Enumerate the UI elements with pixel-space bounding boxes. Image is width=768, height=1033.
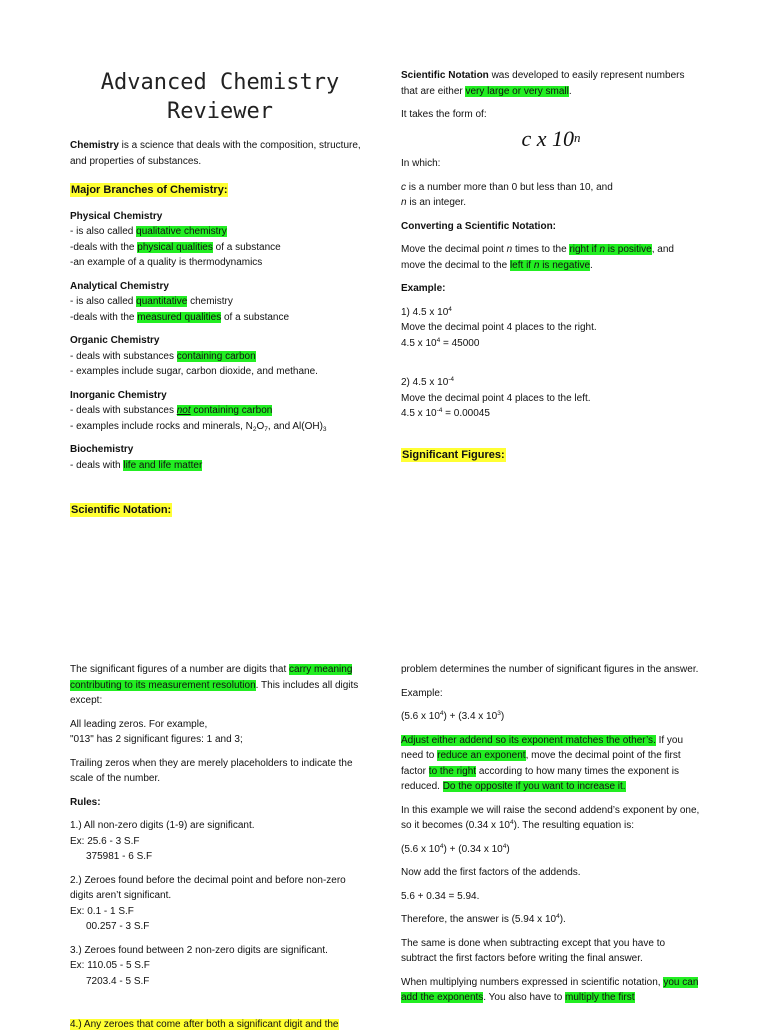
chemistry-definition: Chemistry is a science that deals with the composition, structure, and properties of substances. [70, 140, 361, 167]
equation-1: (5.6 x $10^4) + (3.4$ x $10^3$) [401, 710, 505, 722]
scientific-notation-heading: Scientific Notation: [71, 504, 172, 516]
page1-right-column [401, 68, 701, 463]
major-branches-heading: Major Branches of Chemistry: [71, 184, 228, 196]
analytical-chemistry-section: Analytical Chemistry - is also called quantitative chemistry -deals with the measured qualities of a substance [70, 280, 290, 323]
sum-result: 5.6 + 0.34 = 5.94. [401, 890, 480, 902]
significant-figures-heading: Significant Figures: [402, 448, 505, 461]
adjust-addend: Adjust either addend so its exponent matches the other’s. If you need to reduce an exponent, move the decimal point of the first factor to the right according to how many times the exponent is reduced. Do the opposite if you want to increase it. [401, 734, 684, 792]
subtraction-note: The same is done when subtracting except that you have to subtract the first factors before writing the final answer. [401, 937, 666, 964]
conversion-rule: Move the decimal point n times to the right if n is positive, and move the decimal to the left if n is negative. [401, 244, 674, 271]
converting-heading: Converting a Scientific Notation: [401, 220, 557, 232]
example-label: Example: [401, 687, 443, 699]
final-answer: Therefore, the answer is (5.94 x $10^4$). [401, 913, 566, 925]
in-which-label: In which: [401, 158, 441, 169]
rule-2: 2.) Zeroes found before the decimal point and before non-zero digits aren’t significant. Ex: 0.1 - 1 S.F 00.257 - 3 S.F [70, 874, 346, 932]
sig-fig-definition: The significant figures of a number are digits that carry meaning contributing to its measurement resolution. This includes all digits except: [70, 664, 359, 706]
variable-definitions: c is a number more than 0 but less than 10, and n is an integer. [401, 181, 613, 208]
page2-left-column [70, 662, 370, 997]
rule-4-cutoff: 4.) Any zeroes that come after both a significant digit and the [70, 1019, 339, 1030]
organic-chemistry-section: Organic Chemistry - deals with substances containing carbon - examples include sugar, carbon dioxide, and methane. [70, 335, 318, 377]
page2-right-column [401, 662, 701, 1024]
page-title: Advanced Chemistry Reviewer [100, 70, 340, 124]
rule-1: 1.) All non-zero digits (1-9) are significant. Ex: 25.6 - 3 S.F 375981 - 6 S.F [70, 820, 255, 862]
page1-left-column [70, 138, 370, 519]
leading-zeros: All leading zeros. For example, "013" has 2 significant figures: 1 and 3; [70, 718, 243, 745]
continued-text: problem determines the number of significant figures in the answer. [401, 664, 699, 675]
formula: c x 10$^n$ [521, 125, 581, 151]
biochemistry-section: Biochemistry - deals with life and life matter [70, 444, 203, 471]
example-1: 1) 4.5 x $10^4$ Move the decimal point 4 places to the right. 4.5 x $10^4 = 45000$ [401, 305, 597, 349]
inorganic-chemistry-section: Inorganic Chemistry - deals with substances not containing carbon - examples include rocks and minerals, $N_2O_7$, and $Al(OH)_3$ [70, 389, 327, 433]
example-heading: Example: [401, 283, 446, 294]
example-2: 2) 4.5 x $10^{-4}$ Move the decimal point 4 places to the left. 4.5 x $10^{-4} = 0.00045$ [401, 376, 591, 419]
raise-exponent: In this example we will raise the second addend’s exponent by one, so it becomes (0.34 x $10^4$). The resulting equation is: [401, 804, 700, 831]
physical-chemistry-section: Physical Chemistry - is also called qualitative chemistry -deals with the physical qualities of a substance -an example of a quality is thermodynamics [70, 210, 281, 268]
form-intro: It takes the form of: [401, 109, 487, 120]
rules-heading: Rules: [70, 796, 101, 808]
scientific-notation-intro: Scientific Notation was developed to easily represent numbers that are either very large or very small. [401, 70, 685, 97]
equation-2: (5.6 x $10^4) + (0.34$ x $10^4$) [401, 842, 510, 855]
rule-3: 3.) Zeroes found between 2 non-zero digits are significant. Ex: 110.05 - 5 S.F 7203.4 - 5 S.F [70, 944, 328, 987]
multiplication-note: When multiplying numbers expressed in scientific notation, you can add the exponents. You also have to multiply the first [401, 976, 699, 1003]
trailing-zeros: Trailing zeros when they are merely placeholders to indicate the scale of the number. [70, 757, 353, 784]
add-first-factors: Now add the first factors of the addends. [401, 867, 581, 878]
